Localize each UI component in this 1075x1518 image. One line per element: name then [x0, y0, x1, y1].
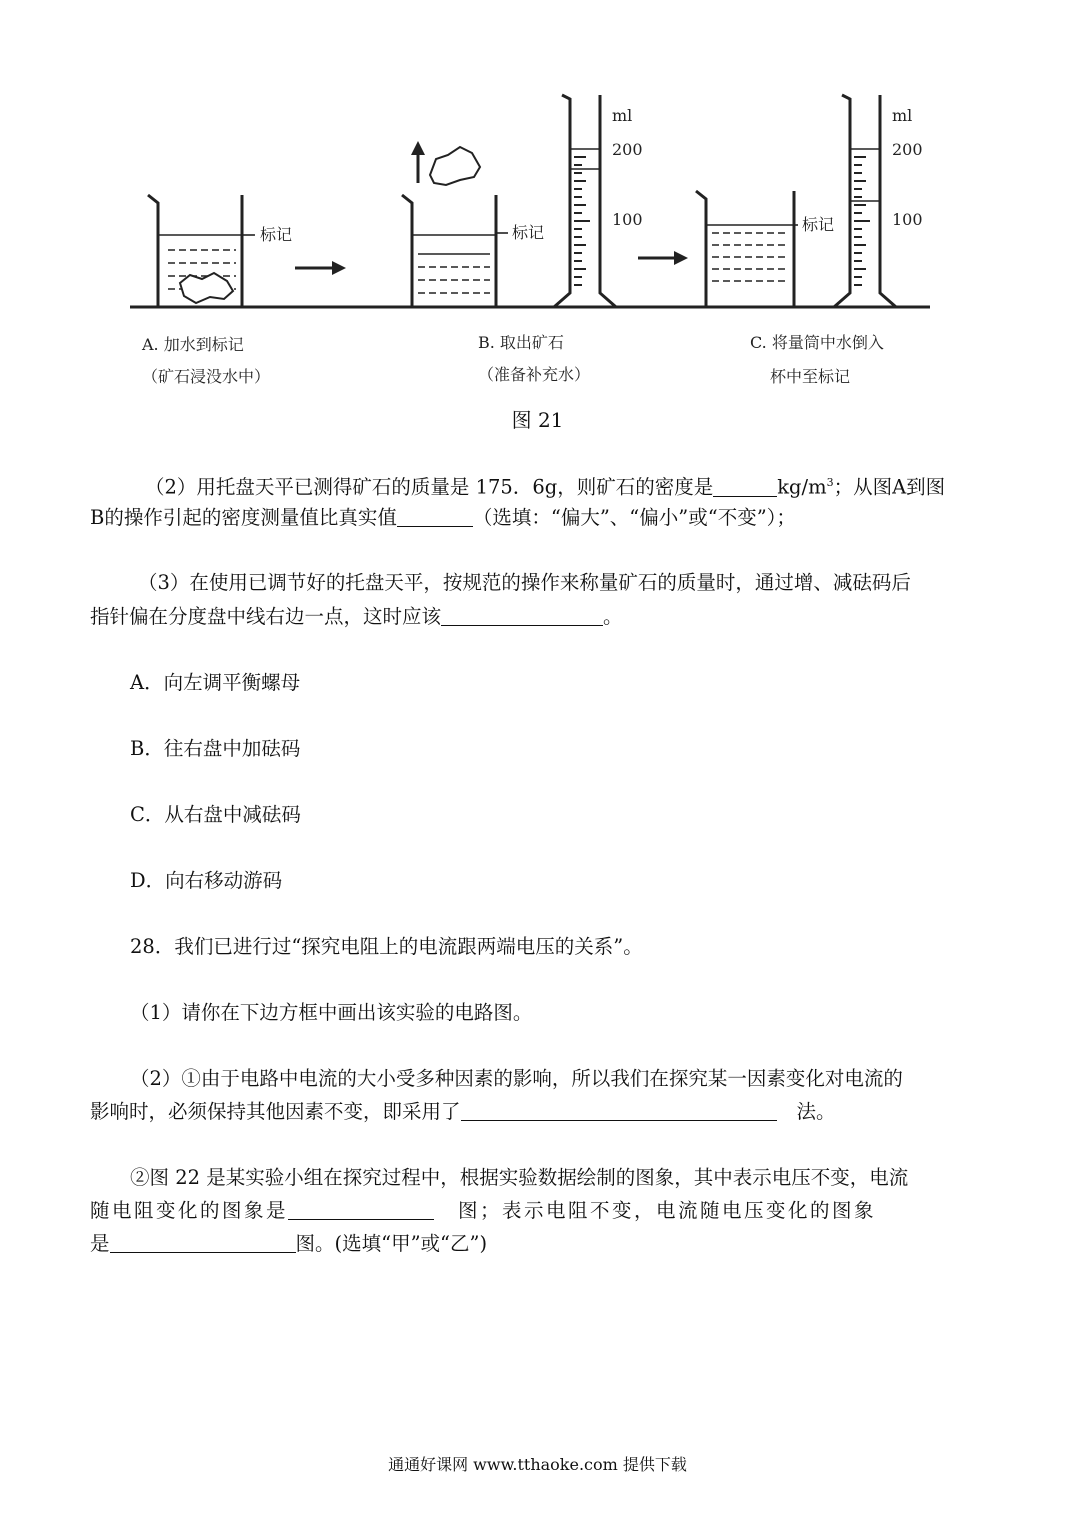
arrow-right-icon	[295, 261, 346, 275]
option-c: C．从右盘中减砝码	[130, 803, 301, 826]
caption-b-line1: B. 取出矿石	[478, 333, 564, 352]
q28-part3-line2: 随电阻变化的图象是 图；表示电阻不变，电流随电压变化的图象	[90, 1199, 877, 1222]
caption-b-line2: （准备补充水）	[478, 365, 591, 384]
graduated-cylinder-2	[834, 95, 923, 307]
answer-blank[interactable]	[441, 605, 603, 626]
q28-stem: 28．我们已进行过“探究电阻上的电流跟两端电压的关系”。	[130, 935, 643, 958]
experiment-figure-21	[130, 85, 930, 395]
q27-3-line2: 指针偏在分度盘中线右边一点，这时应该 。	[90, 605, 623, 628]
cylinder-tick-200-2: 200	[892, 140, 923, 159]
ore-rock-lifted	[430, 147, 480, 185]
q27-3-line1: （3）在使用已调节好的托盘天平，按规范的操作来称量矿石的质量时，通过增、减砝码后	[138, 571, 911, 594]
page-footer: 通通好课网 www.tthaoke.com 提供下载	[388, 1455, 687, 1474]
q28-part2-line1: （2）①由于电路中电流的大小受多种因素的影响，所以我们在探究某一因素变化对电流的	[130, 1067, 903, 1090]
option-a: A．向左调平衡螺母	[130, 671, 301, 694]
caption-c-line1: C. 将量筒中水倒入	[750, 333, 884, 352]
cylinder-tick-200-1: 200	[612, 140, 643, 159]
caption-c-line2: 杯中至标记	[770, 367, 851, 386]
answer-blank[interactable]	[397, 506, 473, 527]
graduated-cylinder-1	[554, 95, 643, 307]
cylinder-unit-2: ml	[892, 106, 913, 125]
q27-2-line2: B的操作引起的密度测量值比真实值 （选填：“偏大”、“偏小”或“不变”）；	[90, 506, 796, 529]
beaker-c	[696, 191, 834, 307]
caption-a-line2: （矿石浸没水中）	[142, 367, 271, 386]
answer-blank[interactable]	[713, 476, 777, 497]
answer-blank[interactable]	[288, 1199, 434, 1220]
beaker-b	[402, 141, 544, 307]
mark-label-b: 标记	[512, 223, 545, 242]
cylinder-tick-100-2: 100	[892, 210, 923, 229]
q28-part1: （1）请你在下边方框中画出该实验的电路图。	[130, 1001, 533, 1024]
answer-blank[interactable]	[461, 1100, 777, 1121]
arrow-right-icon	[638, 251, 688, 265]
cylinder-tick-100-1: 100	[612, 210, 643, 229]
option-b: B．往右盘中加砝码	[130, 737, 301, 760]
beaker-a	[148, 195, 292, 307]
mark-label-a: 标记	[260, 225, 293, 244]
q28-part2-line2: 影响时，必须保持其他因素不变，即采用了 法。	[90, 1100, 836, 1123]
q28-part3-line1: ②图 22 是某实验小组在探究过程中，根据实验数据绘制的图象，其中表示电压不变，电流	[130, 1166, 909, 1189]
ore-rock	[180, 273, 233, 303]
figure-title: 图 21	[511, 408, 564, 432]
mark-label-c: 标记	[802, 215, 835, 234]
q27-2-line1: （2）用托盘天平已测得矿石的质量是 175．6g，则矿石的密度是 $kg/m^3$；从图A到图	[145, 475, 946, 499]
cylinder-unit-1: ml	[612, 106, 633, 125]
arrow-up-icon	[411, 141, 425, 183]
option-d: D．向右移动游码	[130, 869, 283, 892]
caption-a-line1: A. 加水到标记	[142, 335, 244, 354]
q28-part3-line3: 是 图。(选填“甲”或“乙”)	[90, 1232, 488, 1255]
answer-blank[interactable]	[110, 1232, 296, 1253]
